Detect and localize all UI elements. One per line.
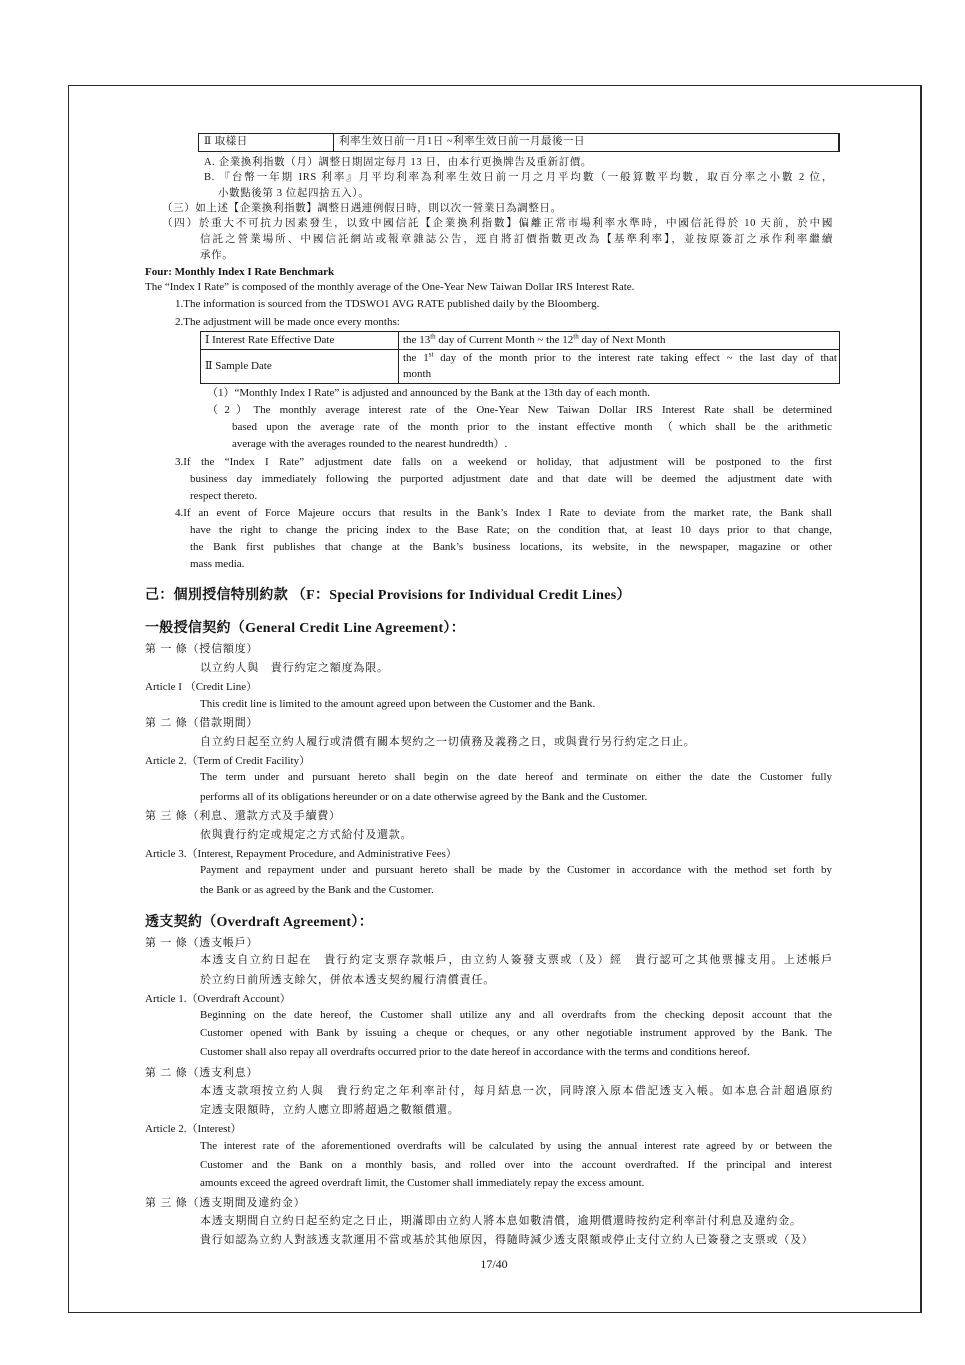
article-zh-body: 自立約日起至立約人履行或清償有關本契約之一切債務及義務之日，或與貴行另行約定之日止。 [200,736,696,748]
ordinal-suffix: st [428,350,434,359]
article-zh-body: 依與貴行約定或規定之方式給付及還款。 [200,829,413,841]
table-row [201,350,839,383]
four-item-3-line: respect thereto. [190,490,258,502]
four-item-1: 1.The information is sourced from the TDSWO1 AVG RATE published daily by the Bloomberg. [175,298,600,310]
article-zh-body-line: 於立約日前所透支餘欠，併依本透支契約履行清償責任。 [200,974,495,986]
article-zh-title: 第 三 條（透支期間及違約金） [145,1197,306,1209]
four-item-3-line: business day immediately following the purported adjustment date and that date will be deemed the adjustment date with [190,473,832,485]
article-zh-title: 第 二 條（借款期間） [145,717,259,729]
overdraft-agreement-heading: 透支契約（Overdraft Agreement）： [145,915,373,930]
four-item-4-line: 4.If an event of Force Majeure occurs that results in the Bank’s Index I Rate to deviate from the market rate, the Bank shall [175,507,832,519]
table-cell-text: the 1 [403,352,429,364]
zh-note-b-line: B. 『台幣一年期 IRS 利率』月平均利率為利率生效日前一月之月平均數（一般算數平均數，取百分率之小數 2 位， [204,172,833,183]
article-en-body-line: Beginning on the date hereof, the Customer shall utilize any and all overdrafts from the checking deposit account that the [200,1009,832,1021]
four-item-4-line: the Bank first publishes that change at the Bank’s business locations, its website, in the newspaper, magazine or other [190,541,832,553]
four-item-3-line: 3.If the “Index I Rate” adjustment date falls on a weekend or holiday, that adjustment will be postponed to the first [175,456,832,468]
article-en-body-line: The term under and pursuant hereto shall begin on the date hereof and terminate on either the date the Customer fully [200,771,832,783]
zh-note-a: A. 企業換利指數（月）調整日期固定每月 13 日，由本行更換牌告及重新訂價。 [204,157,592,168]
article-en-body-line: performs all of its obligations hereunder or on a date otherwise agreed by the Bank and the Customer. [200,791,648,803]
zh-item-4-line: 信託之營業場所、中國信託網站或報章雜誌公告，逕自將訂價指數更改為【基準利率】，並按原簽訂之承作利率繼續 [200,234,833,245]
article-zh-body-line: 定透支限額時，立約人應立即將超過之數額償還。 [200,1104,460,1116]
article-en-body-line: The interest rate of the aforementioned overdrafts will be calculated by using the annual interest rate agreed by or between the [200,1140,832,1152]
index-rate-schedule-table [200,331,840,384]
four-note-1: （1）“Monthly Index I Rate” is adjusted and announced by the Bank at the 13th day of each month. [207,387,650,399]
four-item-4-line: mass media. [190,558,245,570]
article-zh-title: 第 二 條（透支利息） [145,1067,259,1079]
sample-date-value-cell: 利率生效日前一月1日 ~利率生效日前一月最後一日 [339,136,586,147]
table-cell-text: the 13 [403,334,431,346]
sample-date-label-cell: Ⅱ Sample Date [201,350,399,383]
ordinal-suffix: th [430,332,436,341]
article-en-body: This credit line is limited to the amount agreed upon between the Customer and the Bank. [200,698,596,710]
table-cell-text: day of Current Month ~ the 12 [435,334,574,346]
article-zh-body-line: 本透支期間自立約日起至約定之日止，期滿即由立約人將本息如數清償，逾期償還時按約定利率計付利息及違約金。 [200,1215,802,1227]
article-en-title: Article 2.（Term of Credit Facility） [145,755,311,767]
article-en-title: Article 3.（Interest, Repayment Procedure, and Administrative Fees） [145,848,457,860]
table-cell-text: day of Next Month [578,334,666,346]
effective-date-label-cell: Ⅰ Interest Rate Effective Date [201,332,399,349]
four-note-2-line: based upon the average rate of the month prior to the instant effective month （which shall be the arithmetic [232,421,832,433]
four-item-2: 2.The adjustment will be made once every months: [175,316,400,328]
sample-date-value-line: month [403,368,432,380]
article-zh-body-line: 本透支款項按立約人與 貴行約定之年利率計付，每月結息一次，同時滾入原本借記透支入帳。如本息合計超過原約 [200,1085,833,1097]
zh-item-3: （三）如上述【企業換利指數】調整日遇連例假日時，則以次一營業日為調整日。 [162,203,562,214]
zh-note-b-line: 小數點後第 3 位起四捨五入）。 [218,188,370,199]
page-number: 17/40 [480,1257,508,1271]
table-row [201,332,839,350]
general-agreement-heading: 一般授信契約（General Credit Line Agreement）： [145,621,466,636]
article-zh-title: 第 三 條（利息、還款方式及手續費） [145,810,341,822]
article-en-title: Article 1.（Overdraft Account） [145,993,291,1005]
sample-date-value-cell [399,350,839,383]
effective-date-value-cell [399,332,839,349]
four-note-2-line: （2）The monthly average interest rate of the One-Year New Taiwan Dollar IRS Interest Rate shall be determined [207,404,832,416]
four-intro: The “Index I Rate” is composed of the monthly average of the One-Year New Taiwan Dollar IRS Interest Rate. [145,281,635,293]
article-zh-body: 以立約人與 貴行約定之額度為限。 [200,662,389,674]
article-en-body-line: Customer and the Bank on a monthly basis, and rolled over into the account overdrafted. If the principal and interest [200,1159,832,1171]
article-zh-body-line: 貴行如認為立約人對該透支款運用不當或基於其他原因，得隨時減少透支限額或停止支付立約人已簽發之支票或（及） [200,1234,814,1246]
article-en-body-line: Payment and repayment under and pursuant hereto shall be made by the Customer in accordance with the method set forth by [200,864,832,876]
sample-date-label-cell: Ⅱ 取樣日 [199,134,334,151]
sample-date-table-zh [198,133,840,152]
four-heading: Four: Monthly Index I Rate Benchmark [145,266,335,278]
article-en-title: Article 2.（Interest） [145,1123,242,1135]
article-en-body-line: the Bank or as agreed by the Bank and the Customer. [200,884,434,896]
sample-date-value-line [403,350,837,366]
article-zh-title: 第 一 條（透支帳戶） [145,937,259,949]
article-en-title: Article I （Credit Line） [145,681,258,693]
article-zh-title: 第 一 條（授信額度） [145,643,259,655]
article-zh-body-line: 本透支自立約日起在 貴行約定支票存款帳戶，由立約人簽發支票或（及）經 貴行認可之其他票據支用。上述帳戶 [200,954,833,966]
section-f-heading: 己：個別授信特別約款 （F：Special Provisions for Individual Credit Lines） [145,588,631,603]
four-note-2-line: average with the averages rounded to the nearest hundredth）. [232,438,508,450]
article-en-body-line: Customer opened with Bank by issuing a cheque or cheques, or any other negotiable instrument approved by the Bank. The [200,1027,832,1039]
article-en-body-line: amounts exceed the agreed overdraft limit, the Customer shall immediately repay the excess amount. [200,1177,645,1189]
zh-item-4-line: （四）於重大不可抗力因素發生，以致中國信託【企業換利指數】偏離正常市場利率水準時，中國信託得於 10 天前，於中國 [162,218,833,229]
article-en-body-line: Customer shall also repay all overdrafts occurred prior to the date hereof in accordance with the terms and conditions hereof. [200,1046,750,1058]
table-cell-text: day of the month prior to the interest rate taking effect ~ the last day of that [433,352,837,364]
ordinal-suffix: th [573,332,579,341]
zh-item-4-line: 承作。 [200,250,234,261]
four-item-4-line: have the right to change the pricing index to the Base Rate; on the condition that, at least 10 days prior to that change, [190,524,832,536]
